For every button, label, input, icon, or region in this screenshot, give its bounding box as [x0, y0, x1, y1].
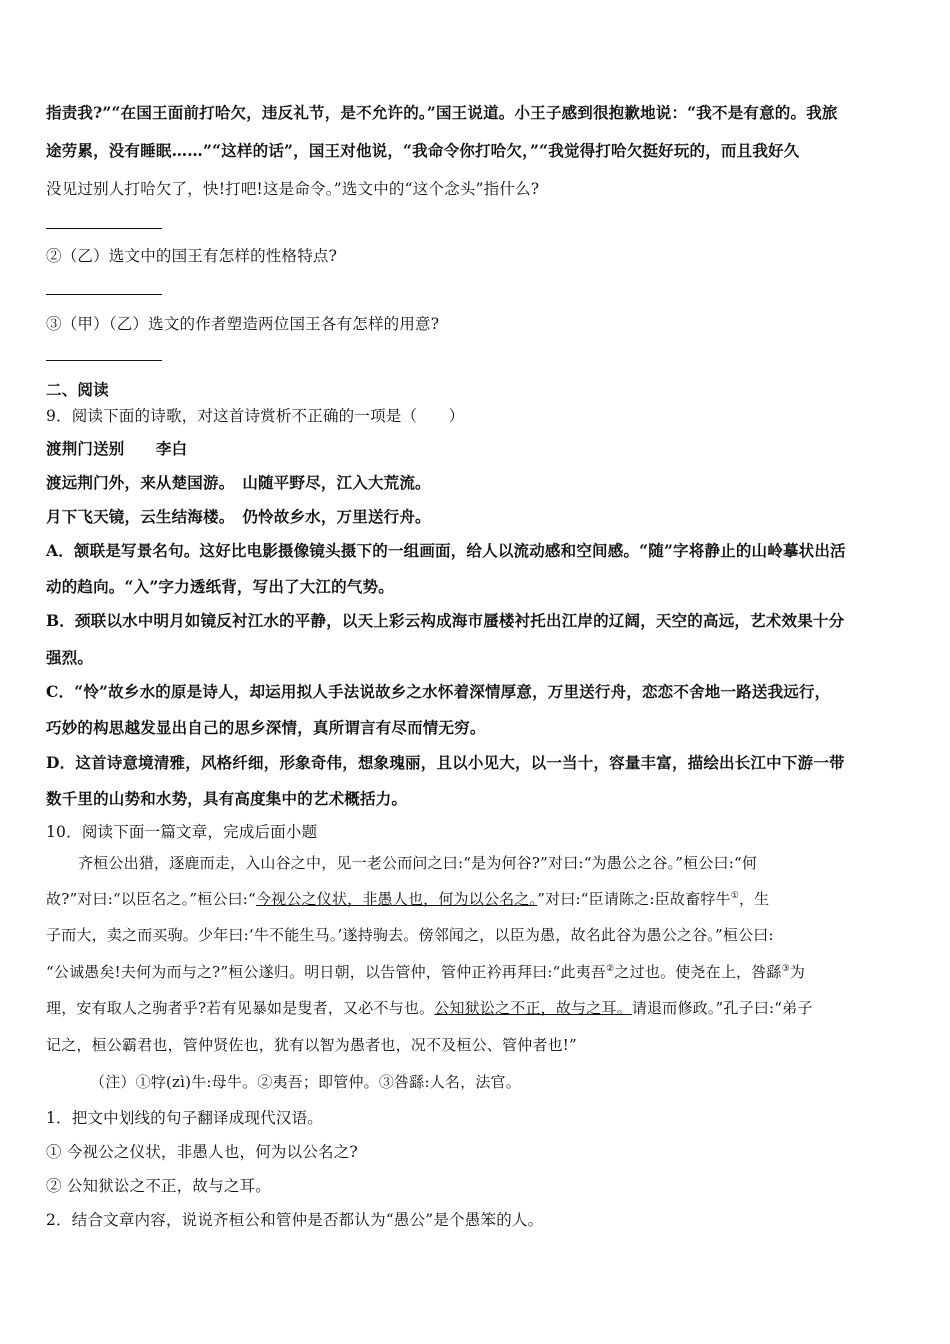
answer-blank-3[interactable] — [46, 360, 162, 361]
prev-text-line-2: 途劳累，没有睡眠……”“这样的话”，国王对他说，“我命令你打哈欠，”“我觉得打哈欠挺好玩的，而且我好久 — [46, 141, 800, 160]
footnote-mark-1: ① — [730, 891, 739, 901]
passage-line-6: 记之，桓公霸君也，管仲贤佐也，犹有以智为愚者也，况不及桓公、管仲者也!” — [46, 1036, 577, 1054]
option-d-line-2: 数千里的山势和水势，具有高度集中的艺术概括力。 — [46, 789, 408, 808]
passage-text: ”对曰:“臣请陈之:臣故畜牸牛 — [537, 890, 731, 908]
option-b-line-1: B．颈联以水中明月如镜反衬江水的平静，以天上彩云构成海市蜃楼衬托出江岸的辽阔，天空的高远，艺术效果十分 — [46, 611, 845, 630]
footnote-mark-2: ② — [606, 964, 615, 974]
passage-text: 为 — [789, 963, 806, 981]
section-heading: 二、阅读 — [46, 380, 109, 399]
passage-text: 之过也。使尧在上，咎繇 — [614, 963, 782, 981]
prev-question-2: ②（乙）选文中的国王有怎样的性格特点? — [46, 247, 338, 265]
q10-stem: 10．阅读下面一篇文章，完成后面小题 — [46, 823, 318, 841]
option-b-line-2: 强烈。 — [46, 648, 94, 667]
answer-blank-1[interactable] — [46, 228, 162, 229]
passage-text: ，生 — [738, 890, 770, 908]
option-a-line-1: A．颔联是写景名句。这好比电影摄像镜头摄下的一组画面，给人以流动感和空间感。“随”字将静止的山岭摹状出活 — [46, 541, 846, 560]
subquestion-1-item-a: ① 今视公之仪状，非愚人也，何为以公名之? — [46, 1143, 358, 1161]
poem-line-1: 渡远荆门外，来从楚国游。 山随平野尽，江入大荒流。 — [46, 473, 431, 492]
underlined-sentence-2: 公知狱讼之不正，故与之耳。 — [434, 999, 632, 1017]
underlined-sentence-1: 今视公之仪状，非愚人也，何为以公名之。 — [255, 890, 538, 908]
passage-text: 理，安有取人之驹者乎?若有见暴如是叟者，又必不与也。 — [46, 999, 435, 1017]
passage-line-1: 齐桓公出猎，逐鹿而走，入山谷之中，见一老公而问之曰:“是为何谷?”对曰:“为愚公之谷。”桓公曰:“何 — [78, 854, 758, 872]
passage-text: “公诚愚矣!夫何为而与之?”桓公遂归。明日朝，以告管仲，管仲正衿再拜曰:“此夷吾 — [46, 963, 607, 981]
prev-text-line-1: 指责我?”“在国王面前打哈欠，违反礼节，是不允许的。”国王说道。小王子感到很抱歉地说：“我不是有意的。我旅 — [46, 103, 838, 122]
prev-question-1: 没见过别人打哈欠了，快!打吧!这是命令。”选文中的“这个念头”指什么? — [46, 180, 540, 198]
footnote-mark-3: ③ — [781, 964, 790, 974]
answer-blank-2[interactable] — [46, 294, 162, 295]
option-a-line-2: 动的趋向。“入”字力透纸背，写出了大江的气势。 — [46, 577, 394, 596]
passage-line-2 — [46, 888, 906, 909]
prev-question-3: ③（甲）（乙）选文的作者塑造两位国王各有怎样的用意? — [46, 315, 440, 333]
subquestion-1: 1．把文中划线的句子翻译成现代汉语。 — [46, 1109, 323, 1127]
option-c-line-1: C．“怜”故乡水的原是诗人，却运用拟人手法说故乡之水怀着深情厚意，万里送行舟，恋恋不舍地一路送我远行， — [46, 682, 831, 701]
passage-text: 请退而修政。”孔子曰:“弟子 — [631, 999, 813, 1017]
poem-title: 渡荆门送别 李白 — [46, 439, 188, 458]
option-c-line-2: 巧妙的构思越发显出自己的思乡深情，真所谓言有尽而情无穷。 — [46, 718, 486, 737]
poem-line-2: 月下飞天镜，云生结海楼。 仍怜故乡水，万里送行舟。 — [46, 507, 431, 526]
passage-line-3: 子而大，卖之而买驹。少年曰:‘牛不能生马。’遂持驹去。傍邻闻之，以臣为愚，故名此谷为愚公之谷。”桓公曰: — [46, 926, 774, 944]
passage-line-4 — [46, 961, 906, 982]
subquestion-1-item-b: ② 公知狱讼之不正，故与之耳。 — [46, 1177, 271, 1195]
q9-stem: 9．阅读下面的诗歌，对这首诗赏析不正确的一项是（ ） — [46, 407, 465, 425]
subquestion-2: 2．结合文章内容，说说齐桓公和管仲是否都认为“愚公”是个愚笨的人。 — [46, 1211, 544, 1229]
passage-text: 故?”对曰:“以臣名之。”桓公曰:“ — [46, 890, 256, 908]
passage-notes: （注）①牸(zì)牛:母牛。②夷吾；即管仲。③咎繇:人名，法官。 — [90, 1073, 521, 1091]
option-d-line-1: D．这首诗意境清雅，风格纤细，形象奇伟，想象瑰丽，且以小见大，以一当十，容量丰富，描绘出长江中下游一带 — [46, 753, 845, 772]
passage-line-5 — [46, 997, 906, 1018]
